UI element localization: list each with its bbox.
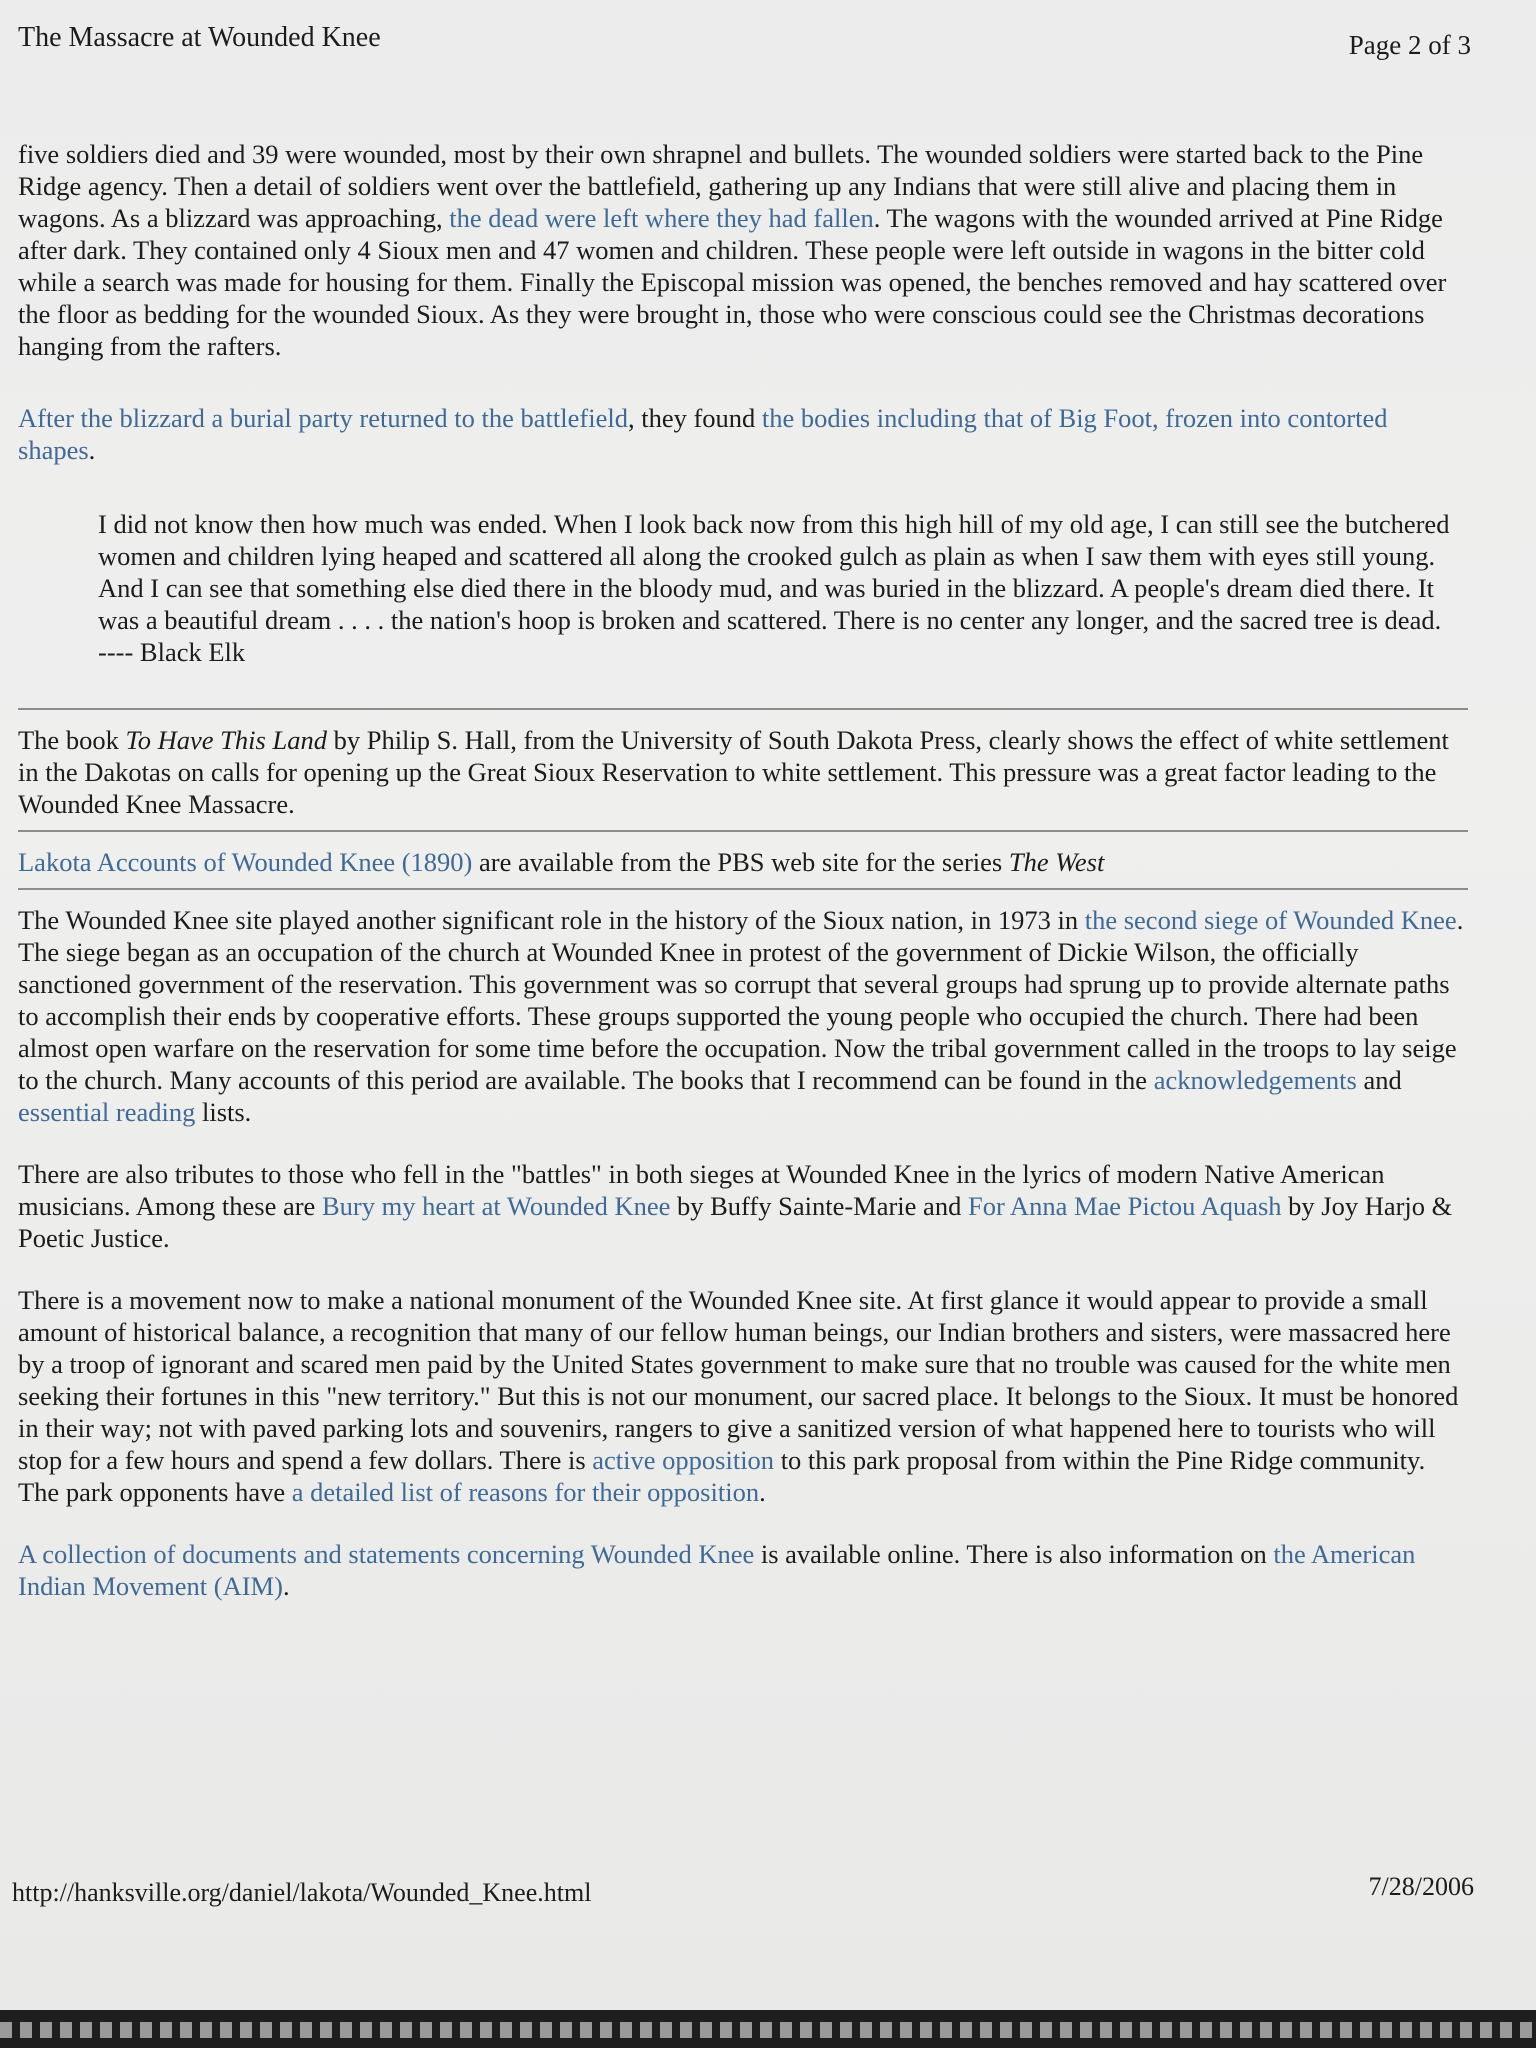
black-elk-quote: [98, 508, 1468, 668]
binder-strip: [0, 2010, 1536, 2048]
paragraph-collection: [18, 1538, 1468, 1602]
paragraph-monument: [18, 1284, 1468, 1508]
link-reasons-list[interactable]: a detailed list of reasons for their opposition: [291, 1477, 760, 1507]
link-active-opposition[interactable]: active opposition: [592, 1445, 775, 1475]
link-aim[interactable]: the American Indian Movement (AIM): [18, 1539, 1416, 1601]
text: to this park proposal from within the Pine Ridge community. The park opponents have: [18, 1445, 1426, 1507]
page-number: Page 2 of 3: [1348, 30, 1471, 60]
text: five soldiers died and 39 were wounded, most by their own shrapnel and bullets. The wounded soldiers were started back to the Pine Ridge agency. Then a detail of soldiers went over the battlefield, gathering up any Indians that were still alive and placing them in wagons. As a blizzard was approaching,: [18, 139, 1424, 233]
divider: [18, 830, 1468, 832]
link-bodies-frozen[interactable]: the bodies including that of Big Foot, frozen into contorted shapes: [18, 403, 1388, 465]
divider: [18, 888, 1468, 890]
link-dead-left[interactable]: the dead were left where they had fallen: [449, 203, 874, 233]
paragraph-tributes: [18, 1158, 1468, 1254]
link-burial-party[interactable]: After the blizzard a burial party returned to the battlefield: [18, 403, 628, 433]
paragraph-lakota-accounts: [18, 846, 1468, 878]
text: , they found: [627, 403, 762, 433]
text: . The siege began as an occupation of the church at Wounded Knee in protest of the government of Dickie Wilson, the officially sanctioned government of the reservation. This government was so corrupt that several groups had sprung up to provide alternate paths to accomplish their ends by cooperative efforts. These groups supported the young people who occupied the church. There had been almost open warfare on the reservation for some time before the occupation. Now the tribal government called in the troops to lay seige to the church. Many accounts of this period are available. The books that I recommend can be found in the: [18, 905, 1464, 1095]
text: The book: [18, 725, 126, 755]
link-essential-reading[interactable]: essential reading: [18, 1097, 196, 1127]
paragraph-second-siege: [18, 904, 1468, 1128]
document-title: The Massacre at Wounded Knee: [18, 22, 381, 53]
text: by Buffy Sainte-Marie and: [670, 1191, 968, 1221]
text: lists.: [195, 1097, 252, 1127]
link-acknowledgements[interactable]: acknowledgements: [1153, 1065, 1357, 1095]
text: by Philip S. Hall, from the University of South Dakota Press, clearly shows the effect of white settlement in the Dakotas on calls for opening up the Great Sioux Reservation to white settlement. This pressure was a great factor leading to the Wounded Knee Massacre.: [18, 725, 1449, 819]
text: There is a movement now to make a national monument of the Wounded Knee site. At first glance it would appear to provide a small amount of historical balance, a recognition that many of our fellow human beings, our Indian brothers and sisters, were massacred here by a troop of ignorant and scared men paid by the United States government to make sure that no trouble was caused for the white men seeking their fortunes in this "new territory." But this is not our monument, our sacred place. It belongs to the Sioux. It must be honored in their way; not with paved parking lots and souvenirs, rangers to give a sanitized version of what happened here to tourists who will stop for a few hours and spend a few dollars. There is: [18, 1285, 1459, 1475]
text: There are also tributes to those who fell in the "battles" in both sieges at Wounded Knee in the lyrics of modern Native American musicians. Among these are: [18, 1159, 1385, 1221]
link-anna-mae[interactable]: For Anna Mae Pictou Aquash: [967, 1191, 1282, 1221]
series-title: The West: [1008, 847, 1105, 877]
link-documents-collection[interactable]: A collection of documents and statements concerning Wounded Knee: [18, 1539, 755, 1569]
text: and: [1356, 1065, 1402, 1095]
quote-text: I did not know then how much was ended. When I look back now from this high hill of my old age, I can still see the butchered women and children lying heaped and scattered all along the crooked gulch as plain as when I saw them with eyes still young. And I can see that something else died there in the bloody mud, and was buried in the blizzard. A people's dream died there. It was a beautiful dream . . . . the nation's hoop is broken and scattered. There is no center any longer, and the sacred tree is dead.: [98, 509, 1450, 635]
link-lakota-accounts[interactable]: Lakota Accounts of Wounded Knee (1890): [18, 847, 473, 877]
paragraph-aftermath: [18, 138, 1468, 362]
binder-holes: [0, 2022, 1536, 2038]
text: are available from the PBS web site for the series: [472, 847, 1009, 877]
footer-date: 7/28/2006: [1368, 1872, 1474, 1901]
divider: [18, 708, 1468, 710]
link-bury-my-heart[interactable]: Bury my heart at Wounded Knee: [321, 1191, 671, 1221]
page-header: [18, 22, 1471, 62]
text: . The wagons with the wounded arrived at Pine Ridge after dark. They contained only 4 Sioux men and 47 women and children. These people were left outside in wagons in the bitter cold while a search was made for housing for them. Finally the Episcopal mission was opened, the benches removed and hay scattered over the floor as bedding for the wounded Sioux. As they were brought in, those who were conscious could see the Christmas decorations hanging from the rafters.: [18, 203, 1447, 361]
text: The Wounded Knee site played another significant role in the history of the Sioux nation, in 1973 in: [18, 905, 1085, 935]
link-second-siege[interactable]: the second siege of Wounded Knee: [1084, 905, 1457, 935]
paragraph-burial: [18, 402, 1468, 466]
text: .: [759, 1477, 766, 1507]
book-title: To Have This Land: [125, 725, 327, 755]
text: by Joy Harjo & Poetic Justice.: [18, 1191, 1453, 1253]
article-body: [18, 138, 1468, 1632]
footer-url: http://hanksville.org/daniel/lakota/Wounded_Knee.html: [12, 1878, 592, 1907]
text: is available online. There is also information on: [754, 1539, 1274, 1569]
paragraph-book: [18, 724, 1468, 820]
text: .: [282, 1571, 290, 1601]
quote-attribution: ---- Black Elk: [98, 637, 246, 667]
text: .: [88, 435, 96, 465]
